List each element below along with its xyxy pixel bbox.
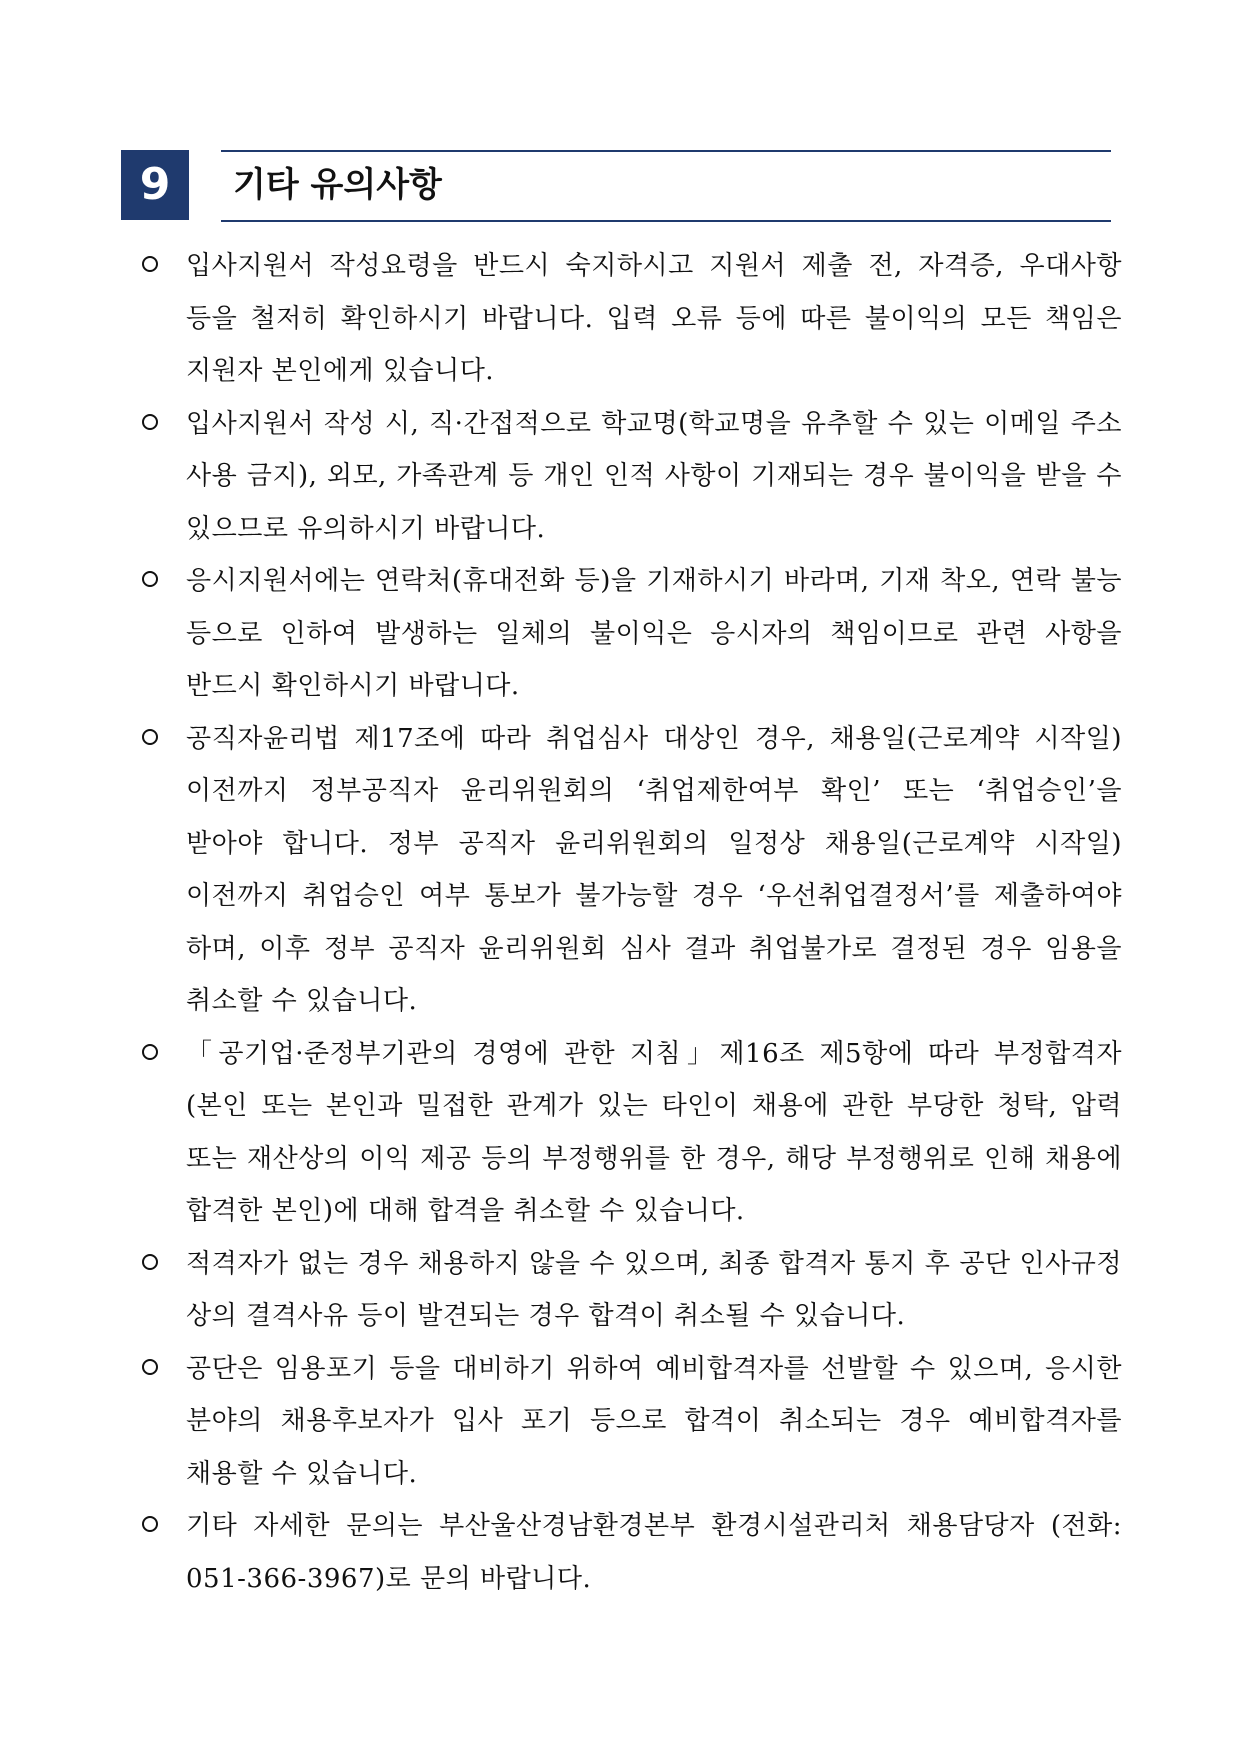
notice-item [142,398,1122,556]
notice-text: 입사지원서 작성 시, 직·간접적으로 학교명(학교명을 유추할 수 있는 이메일 주소 사용 금지), 외모, 가족관계 등 개인 인적 사항이 기재되는 경우 불이익을 받을 수 있으므로 유의하시기 바랍니다. [186,408,1122,544]
circle-bullet-icon [142,1516,158,1532]
notice-item [142,1343,1122,1501]
circle-bullet-icon [142,571,158,587]
circle-bullet-icon [142,1044,158,1060]
notice-item [142,1028,1122,1238]
notice-text: 입사지원서 작성요령을 반드시 숙지하시고 지원서 제출 전, 자격증, 우대사항 등을 철저히 확인하시기 바랍니다. 입력 오류 등에 따른 불이익의 모든 책임은 지원자 본인에게 있습니다. [186,251,1122,386]
notice-text: 적격자가 없는 경우 채용하지 않을 수 있으며, 최종 합격자 통지 후 공단 인사규정 상의 결격사유 등이 발견되는 경우 합격이 취소될 수 있습니다. [186,1248,1122,1331]
section-number: 9 [121,150,189,220]
circle-bullet-icon [142,1359,158,1375]
notice-item [142,1238,1122,1343]
circle-bullet-icon [142,414,158,430]
notice-item [142,1500,1122,1605]
notice-text: 응시지원서에는 연락처(휴대전화 등)을 기재하시기 바라며, 기재 착오, 연락 불능 등으로 인하여 발생하는 일체의 불이익은 응시자의 책임이므로 관련 사항을 반드시 확인하시기 바랍니다. [186,566,1122,701]
notice-list [142,240,1122,1605]
notice-item [142,240,1122,398]
section-title-bar [221,150,1111,222]
notice-text: 기타 자세한 문의는 부산울산경남환경본부 환경시설관리처 채용담당자 (전화: 051-366-3967)로 문의 바랍니다. [186,1511,1122,1594]
circle-bullet-icon [142,256,158,272]
notice-text: 공직자윤리법 제17조에 따라 취업심사 대상인 경우, 채용일(근로계약 시작일) 이전까지 정부공직자 윤리위원회의 ‘취업제한여부 확인’ 또는 ‘취업승인’을 받아야 합니다. 정부 공직자 윤리위원회의 일정상 채용일(근로계약 시작일) 이전까지 취업승인 여부 통보가 불가능할 경우 ‘우선취업결정서’를 제출하여야 하며, 이후 정부 공직자 윤리위원회 심사 결과 취업불가로 결정된 경우 임용을 취소할 수 있습니다. [186,723,1122,1016]
notice-item [142,555,1122,713]
section-title: 기타 유의사항 [233,165,442,205]
circle-bullet-icon [142,729,158,745]
section-header [121,150,1111,220]
circle-bullet-icon [142,1254,158,1270]
notice-item [142,713,1122,1028]
notice-text: 「공기업·준정부기관의 경영에 관한 지침」제16조 제5항에 따라 부정합격자(본인 또는 본인과 밀접한 관계가 있는 타인이 채용에 관한 부당한 청탁, 압력 또는 재산상의 이익 제공 등의 부정행위를 한 경우, 해당 부정행위로 인해 채용에 합격한 본인)에 대해 합격을 취소할 수 있습니다. [186,1038,1122,1226]
notice-text: 공단은 임용포기 등을 대비하기 위하여 예비합격자를 선발할 수 있으며, 응시한 분야의 채용후보자가 입사 포기 등으로 합격이 취소되는 경우 예비합격자를 채용할 수 있습니다. [186,1353,1122,1489]
